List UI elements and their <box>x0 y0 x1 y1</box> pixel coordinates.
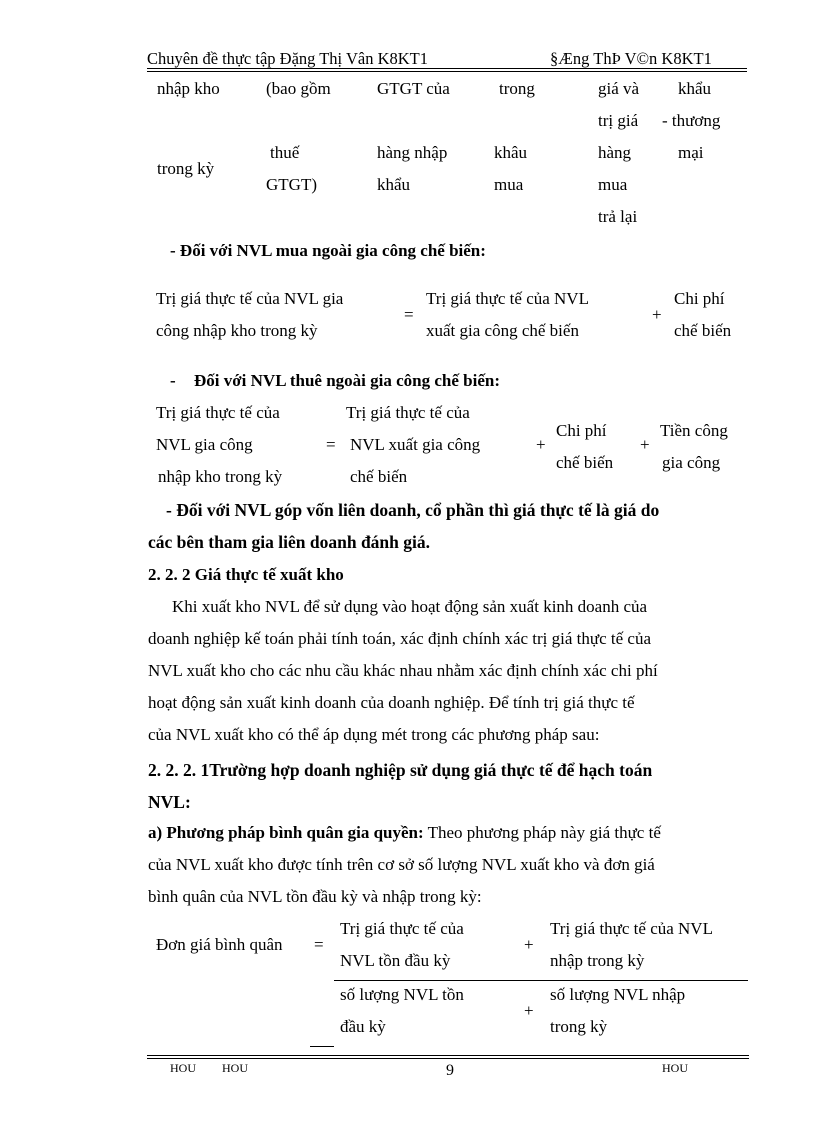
denominator-term-line: đầu kỳ <box>340 1017 386 1036</box>
table-cell: khẩu <box>678 79 712 98</box>
method-a-line-2: của NVL xuất kho được tính trên cơ sở số lượng NVL xuất kho và đơn giá <box>148 855 655 874</box>
header-rule-1 <box>147 68 747 69</box>
denominator-term-line: trong kỳ <box>550 1017 608 1036</box>
formula-term-line: chế biến <box>556 453 614 472</box>
table-cell: khẩu <box>377 175 411 194</box>
table-cell: thuế <box>270 143 300 162</box>
footer-hou-1: HOU <box>170 1061 196 1075</box>
formula-term-line: chế biến <box>350 467 408 486</box>
equals-sign: = <box>314 935 324 954</box>
footer-rule-2 <box>147 1058 749 1059</box>
method-a-title: a) Phương pháp bình quân gia quyền: <box>148 823 424 842</box>
table-cell: - thương <box>662 111 721 130</box>
formula-term-line: xuất gia công chế biến <box>426 321 579 340</box>
formula-term-line: Trị giá thực tế của <box>346 403 470 422</box>
formula-lhs-line: công nhập kho trong kỳ <box>156 321 318 340</box>
paragraph-line: của NVL xuất kho có thể áp dụng mét trong các phương pháp sau: <box>148 725 600 744</box>
table-cell: trị giá <box>598 111 639 130</box>
formula-lhs-line: Trị giá thực tế của NVL gia <box>156 289 344 308</box>
method-a-text: Theo phương pháp này giá thực tế <box>423 823 661 842</box>
numerator-term-line: Trị giá thực tế của NVL <box>550 919 713 938</box>
plus-sign: + <box>652 305 662 324</box>
paragraph-line: hoạt động sản xuất kinh doanh của doanh nghiệp. Để tính trị giá thực tế <box>148 693 635 712</box>
header-rule-2 <box>147 71 747 72</box>
section-heading-222: 2. 2. 2 Giá thực tế xuất kho <box>148 565 344 584</box>
table-cell: khâu <box>494 143 528 162</box>
table-cell: GTGT) <box>266 175 317 194</box>
heading-thue: Đối với NVL thuê ngoài gia công chế biến: <box>194 371 500 390</box>
section-heading-2221-cont: NVL: <box>148 792 191 812</box>
formula-term-line: Chi phí <box>674 289 725 308</box>
gop-von-line-1: - Đối với NVL góp vốn liên doanh, cổ phần thì giá thực tế là giá do <box>166 500 660 520</box>
formula-term-line: Chi phí <box>556 421 607 440</box>
table-cell: mại <box>678 143 704 162</box>
paragraph-line: Khi xuất kho NVL để sử dụng vào hoạt động sản xuất kinh doanh của <box>172 597 648 616</box>
gop-von-line-2: các bên tham gia liên doanh đánh giá. <box>148 532 430 552</box>
plus-sign: + <box>524 1001 534 1020</box>
table-cell: mua <box>598 175 628 194</box>
equals-sign: = <box>404 305 414 324</box>
table-cell: nhập kho <box>157 79 220 98</box>
formula-lhs-line: NVL gia công <box>156 435 253 454</box>
formula-term-line: chế biến <box>674 321 732 340</box>
table-cell: hàng nhập <box>377 143 448 162</box>
heading-dash: - <box>170 371 176 390</box>
table-cell: trong kỳ <box>157 159 215 178</box>
stray-rule <box>310 1046 334 1047</box>
table-cell: mua <box>494 175 524 194</box>
header-left: Chuyên đề thực tập Đặng Thị Vân K8KT1 <box>147 49 428 68</box>
formula-term-line: NVL xuất gia công <box>350 435 481 454</box>
method-a-line-1 <box>148 822 661 844</box>
paragraph-line: doanh nghiệp kế toán phải tính toán, xác định chính xác trị giá thực tế của <box>148 629 652 648</box>
formula-term-line: gia công <box>662 453 721 472</box>
denominator-term-line: số lượng NVL tồn <box>340 985 464 1004</box>
denominator-term-line: số lượng NVL nhập <box>550 985 686 1004</box>
numerator-term-line: nhập trong kỳ <box>550 951 645 970</box>
numerator-term-line: NVL tồn đầu kỳ <box>340 951 451 970</box>
table-cell: GTGT của <box>377 79 450 98</box>
formula-term-line: Trị giá thực tế của NVL <box>426 289 589 308</box>
table-cell: hàng <box>598 143 632 162</box>
table-cell: giá và <box>598 79 640 98</box>
page-number: 9 <box>446 1062 454 1079</box>
section-heading-2221: 2. 2. 2. 1Trường hợp doanh nghiệp sử dụng giá thực tế để hạch toán <box>148 760 653 780</box>
header-right: §Æng ThÞ V©n K8KT1 <box>550 49 712 68</box>
footer-rule-1 <box>147 1055 749 1056</box>
formula-term-line: Tiền công <box>660 421 728 440</box>
table-cell: trả lại <box>598 207 638 226</box>
plus-sign: + <box>524 935 534 954</box>
table-cell: trong <box>499 79 535 98</box>
footer-hou-3: HOU <box>662 1061 688 1075</box>
numerator-term-line: Trị giá thực tế của <box>340 919 464 938</box>
table-cell: (bao gồm <box>266 79 331 98</box>
equals-sign: = <box>326 435 336 454</box>
heading-gia-cong: - Đối với NVL mua ngoài gia công chế biến: <box>170 241 486 260</box>
plus-sign: + <box>640 435 650 454</box>
formula-lhs: Đơn giá bình quân <box>156 935 283 954</box>
formula-lhs-line: nhập kho trong kỳ <box>158 467 283 486</box>
fraction-bar <box>334 980 748 981</box>
footer-hou-2: HOU <box>222 1061 248 1075</box>
formula-lhs-line: Trị giá thực tế của <box>156 403 280 422</box>
method-a-line-3: bình quân của NVL tồn đầu kỳ và nhập trong kỳ: <box>148 887 482 906</box>
plus-sign: + <box>536 435 546 454</box>
paragraph-line: NVL xuất kho cho các nhu cầu khác nhau nhằm xác định chính xác chi phí <box>148 661 658 680</box>
